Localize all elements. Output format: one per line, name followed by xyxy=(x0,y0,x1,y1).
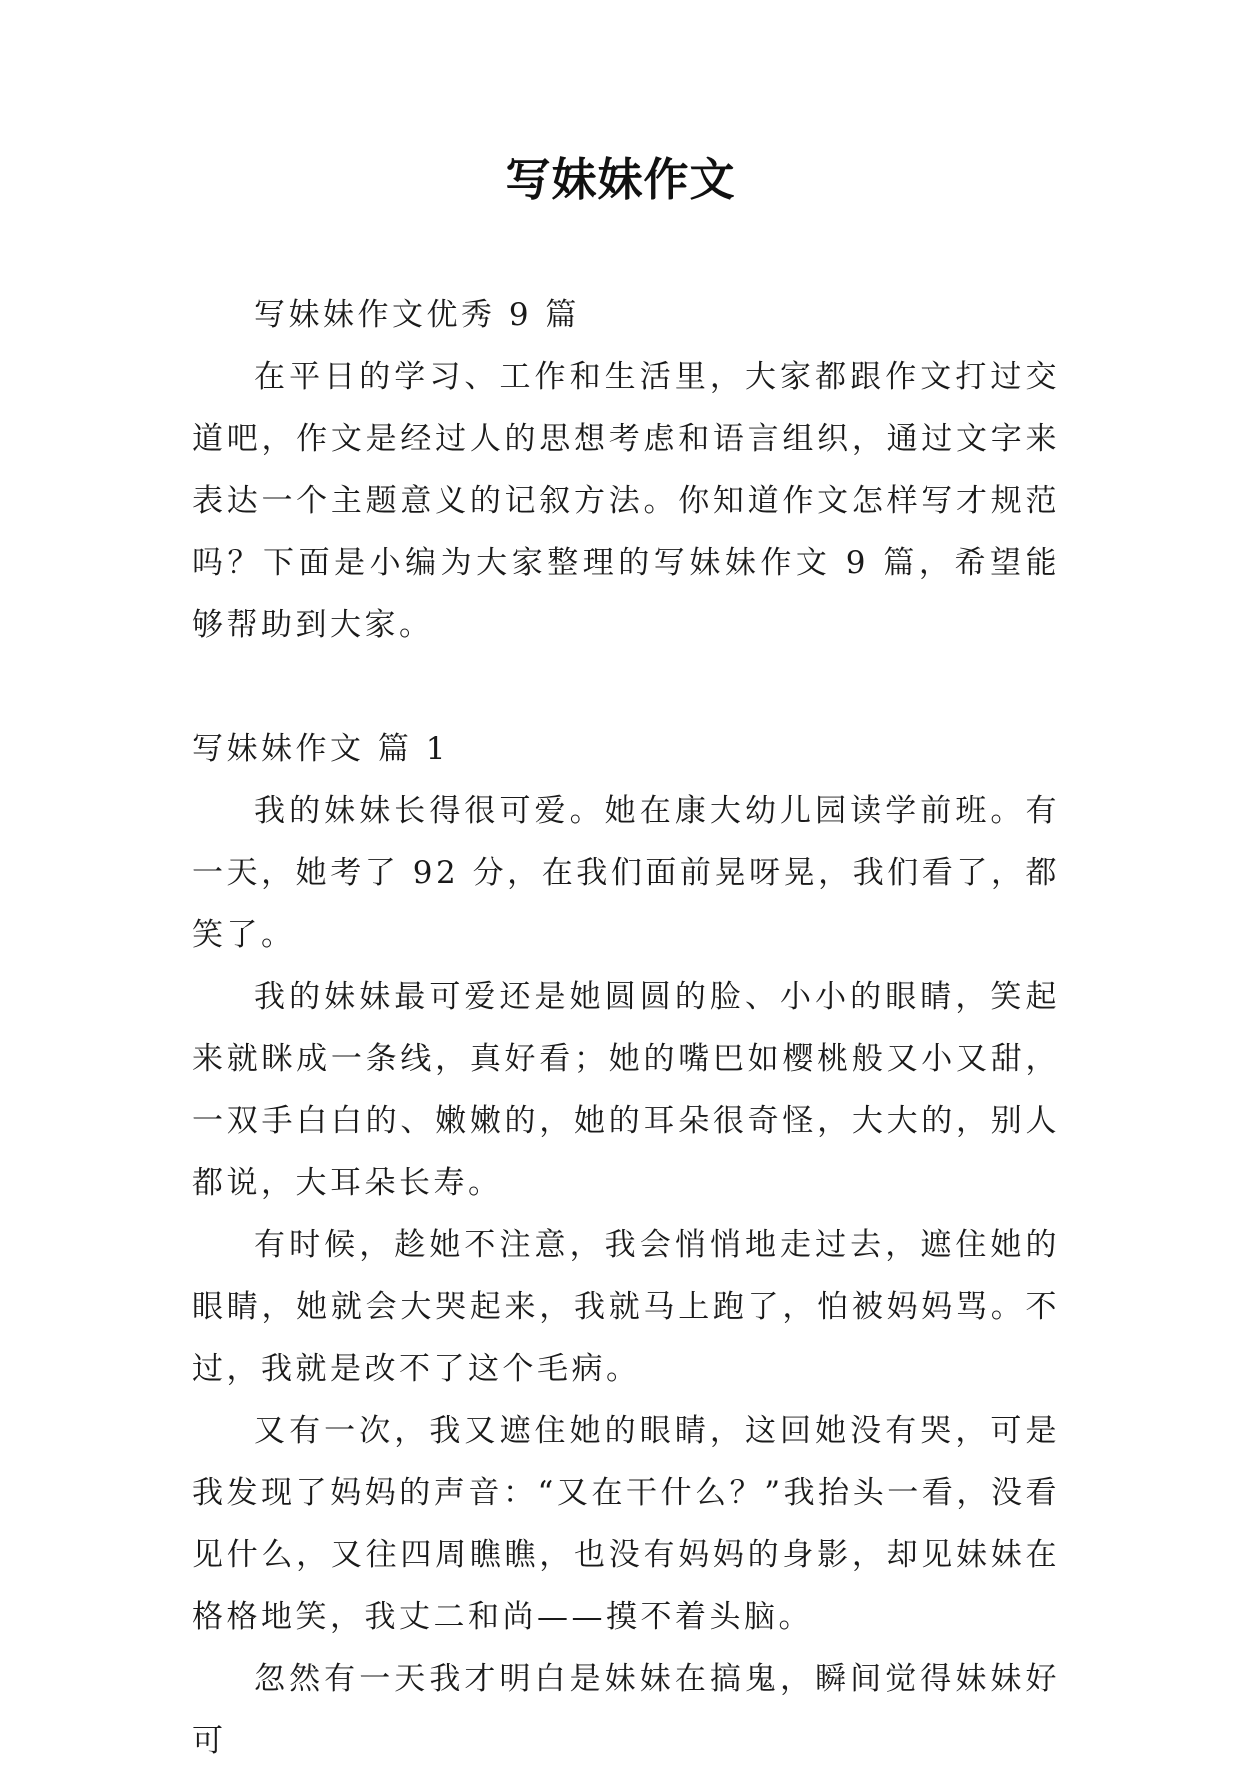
section-heading: 写妹妹作文 篇 1 xyxy=(192,731,449,767)
body-paragraph: 又有一次，我又遮住她的眼睛，这回她没有哭，可是我发现了妈妈的声音：“又在干什么？”我抬头一看，没看见什么，又往四周瞧瞧，也没有妈妈的身影，却见妹妹在格格地笑，我丈二和尚——摸不着头脑。 xyxy=(192,1413,1060,1635)
intro-paragraph: 在平日的学习、工作和生活里，大家都跟作文打过交道吧，作文是经过人的思想考虑和语言组织，通过文字来表达一个主题意义的记叙方法。你知道作文怎样写才规范吗？下面是小编为大家整理的写妹妹作文 9 篇，希望能够帮助到大家。 xyxy=(192,359,1060,643)
document-body xyxy=(192,284,1060,1772)
body-paragraph: 我的妹妹长得很可爱。她在康大幼儿园读学前班。有一天，她考了 92 分，在我们面前晃呀晃，我们看了，都笑了。 xyxy=(192,793,1060,953)
body-paragraph: 忽然有一天我才明白是妹妹在搞鬼，瞬间觉得妹妹好可 xyxy=(192,1661,1060,1759)
body-paragraph: 有时候，趁她不注意，我会悄悄地走过去，遮住她的眼睛，她就会大哭起来，我就马上跑了，怕被妈妈骂。不过，我就是改不了这个毛病。 xyxy=(192,1227,1060,1387)
body-paragraph: 我的妹妹最可爱还是她圆圆的脸、小小的眼睛，笑起来就眯成一条线，真好看；她的嘴巴如樱桃般又小又甜，一双手白白的、嫩嫩的，她的耳朵很奇怪，大大的，别人都说，大耳朵长寿。 xyxy=(192,979,1060,1201)
document-subtitle: 写妹妹作文优秀 9 篇 xyxy=(254,297,580,333)
document-title: 写妹妹作文 xyxy=(505,153,736,206)
section-spacer xyxy=(192,656,1060,718)
